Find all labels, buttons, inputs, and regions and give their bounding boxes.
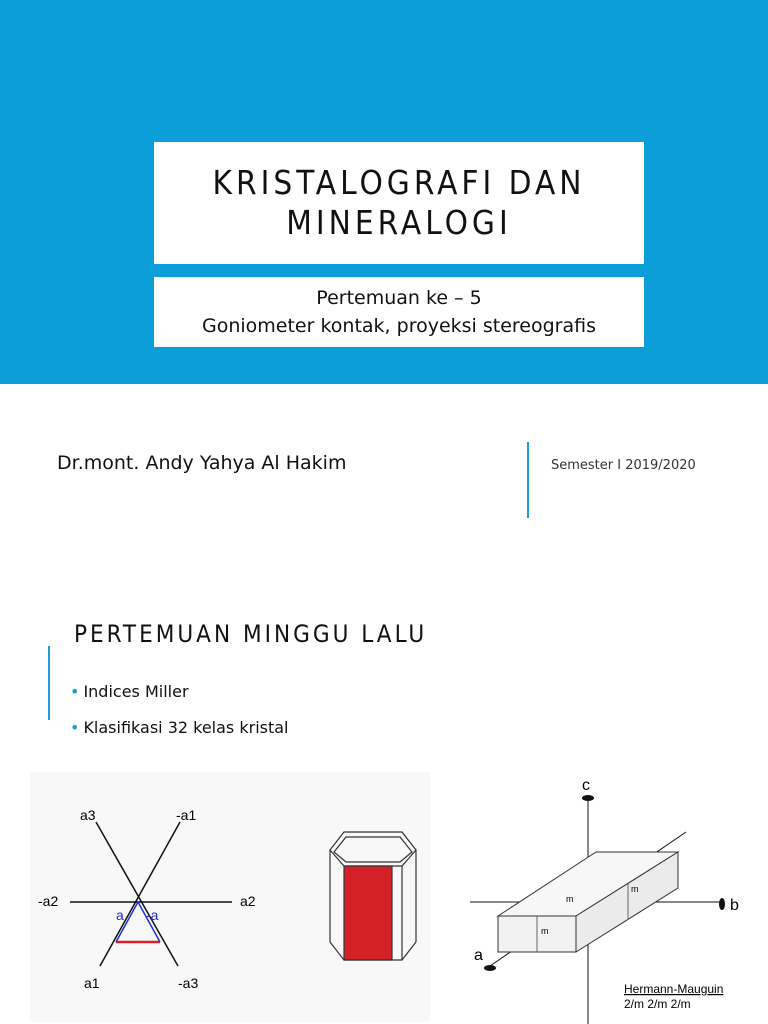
b-axis-label: b	[730, 897, 739, 914]
mirror-plane-label: m	[541, 926, 549, 936]
title-line-2: MINERALOGI	[286, 203, 512, 242]
notation-value: 2/m 2/m 2/m	[624, 997, 691, 1011]
label-neg-a-blue: -a	[146, 907, 159, 923]
mirror-plane-label: m	[631, 884, 639, 894]
section-title: PERTEMUAN MINGGU LALU	[74, 620, 428, 648]
subtitle-box	[154, 277, 644, 347]
bullet-dot-icon: •	[70, 718, 80, 737]
bullet-list	[70, 674, 289, 746]
bullet-item	[70, 674, 289, 710]
semester-label: Semester I 2019/2020	[551, 458, 696, 473]
title-line-1: KRISTALOGRAFI DAN	[212, 163, 586, 202]
label-neg-a2: -a2	[38, 893, 59, 909]
title-slide	[0, 0, 768, 384]
label-a3: a3	[80, 807, 96, 823]
label-a1: a1	[84, 975, 100, 991]
bullet-text: Klasifikasi 32 kelas kristal	[83, 718, 289, 737]
vertical-divider	[527, 442, 529, 518]
c-axis-label: c	[582, 777, 590, 794]
notation-title: Hermann-Mauguin	[624, 982, 724, 996]
bullet-item	[70, 710, 289, 746]
label-a2: a2	[240, 893, 256, 909]
author-name: Dr.mont. Andy Yahya Al Hakim	[57, 452, 347, 474]
slide-title	[213, 163, 586, 243]
prism-red-face	[344, 866, 392, 960]
c-axis-marker-icon	[582, 795, 594, 801]
subtitle-line-2: Goniometer kontak, proyeksi stereografis	[201, 315, 596, 337]
bullet-dot-icon: •	[70, 682, 80, 701]
a-axis-label: a	[474, 947, 483, 964]
symmetry-diagram	[470, 777, 739, 1024]
title-box	[154, 142, 644, 264]
label-a-blue: a	[116, 907, 124, 923]
subtitle-line-1: Pertemuan ke – 5	[316, 287, 482, 309]
b-axis-marker-icon	[719, 898, 725, 910]
mirror-plane-label: m	[566, 894, 574, 904]
bullet-text: Indices Miller	[83, 682, 189, 701]
a-axis-marker-icon	[484, 965, 496, 971]
diagrams-area	[0, 770, 768, 1024]
label-neg-a3: -a3	[178, 975, 199, 991]
label-neg-a1: -a1	[176, 807, 197, 823]
section-divider	[48, 646, 50, 720]
